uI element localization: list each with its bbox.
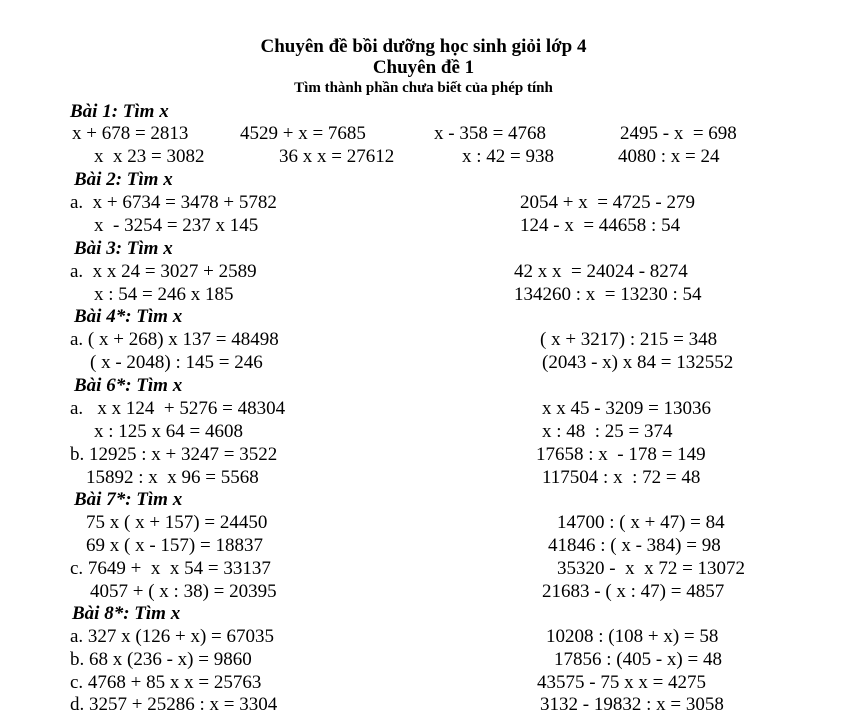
exercise-line: x x 45 - 3209 = 13036 (542, 398, 712, 419)
exercise-line: x x 23 = 3082 (94, 146, 205, 167)
exercise-line: a. ( x + 268) x 137 = 48498 (70, 329, 279, 350)
exercise-line: 17658 : x - 178 = 149 (536, 444, 706, 465)
exercise-line: 14700 : ( x + 47) = 84 (557, 512, 725, 533)
exercise-line: ( x - 2048) : 145 = 246 (90, 352, 263, 373)
exercise-line: 17856 : (405 - x) = 48 (554, 649, 722, 670)
exercise-line: a. x x 24 = 3027 + 2589 (70, 261, 257, 282)
exercise-line: x : 42 = 938 (462, 146, 554, 167)
exercise-line: x : 48 : 25 = 374 (542, 421, 673, 442)
exercise-line: c. 7649 + x x 54 = 33137 (70, 558, 271, 579)
exercise-line: 43575 - 75 x x = 4275 (537, 672, 707, 693)
exercise-line: b. 68 x (236 - x) = 9860 (70, 649, 252, 670)
exercise-line: x - 3254 = 237 x 145 (94, 215, 259, 236)
exercise-line: 4057 + ( x : 38) = 20395 (90, 581, 277, 602)
exercise-line: 3132 - 19832 : x = 3058 (540, 694, 724, 715)
exercise-line: 117504 : x : 72 = 48 (542, 467, 701, 488)
exercise-line: 42 x x = 24024 - 8274 (514, 261, 688, 282)
section-title-bai-8: Bài 8*: Tìm x (72, 603, 181, 624)
exercise-line: 4529 + x = 7685 (240, 123, 366, 144)
exercise-line: 2495 - x = 698 (620, 123, 737, 144)
exercise-line: (2043 - x) x 84 = 132552 (542, 352, 734, 373)
exercise-line: a. x + 6734 = 3478 + 5782 (70, 192, 277, 213)
exercise-line: 21683 - ( x : 47) = 4857 (542, 581, 725, 602)
section-title-bai-4: Bài 4*: Tìm x (74, 306, 183, 327)
section-title-bai-7: Bài 7*: Tìm x (74, 489, 183, 510)
exercise-line: 69 x ( x - 157) = 18837 (86, 535, 263, 556)
exercise-line: a. x x 124 + 5276 = 48304 (70, 398, 286, 419)
exercise-line: a. 327 x (126 + x) = 67035 (70, 626, 275, 647)
exercise-line: ( x + 3217) : 215 = 348 (540, 329, 718, 350)
exercise-line: 75 x ( x + 157) = 24450 (86, 512, 268, 533)
exercise-line: x + 678 = 2813 (72, 123, 189, 144)
exercise-line: 4080 : x = 24 (618, 146, 720, 167)
document-title: Chuyên đề bồi dưỡng học sinh giỏi lớp 4 (260, 36, 587, 57)
chapter-title: Chuyên đề 1 (372, 57, 475, 78)
exercise-line: 15892 : x x 96 = 5568 (86, 467, 259, 488)
exercise-line: x : 54 = 246 x 185 (94, 284, 234, 305)
exercise-line: 36 x x = 27612 (279, 146, 395, 167)
exercise-line: 124 - x = 44658 : 54 (520, 215, 681, 236)
exercise-line: d. 3257 + 25286 : x = 3304 (70, 694, 278, 715)
exercise-line: 2054 + x = 4725 - 279 (520, 192, 696, 213)
section-title-bai-3: Bài 3: Tìm x (74, 238, 173, 259)
chapter-subtitle: Tìm thành phần chưa biết của phép tính (294, 80, 553, 96)
exercise-line: b. 12925 : x + 3247 = 3522 (70, 444, 278, 465)
exercise-line: x : 125 x 64 = 4608 (94, 421, 243, 442)
exercise-line: c. 4768 + 85 x x = 25763 (70, 672, 262, 693)
exercise-line: 134260 : x = 13230 : 54 (514, 284, 702, 305)
exercise-line: 41846 : ( x - 384) = 98 (548, 535, 721, 556)
exercise-line: 10208 : (108 + x) = 58 (546, 626, 719, 647)
section-title-bai-1: Bài 1: Tìm x (70, 101, 169, 122)
exercise-line: x - 358 = 4768 (434, 123, 547, 144)
section-title-bai-6: Bài 6*: Tìm x (74, 375, 183, 396)
exercise-line: 35320 - x x 72 = 13072 (557, 558, 746, 579)
section-title-bai-2: Bài 2: Tìm x (74, 169, 173, 190)
